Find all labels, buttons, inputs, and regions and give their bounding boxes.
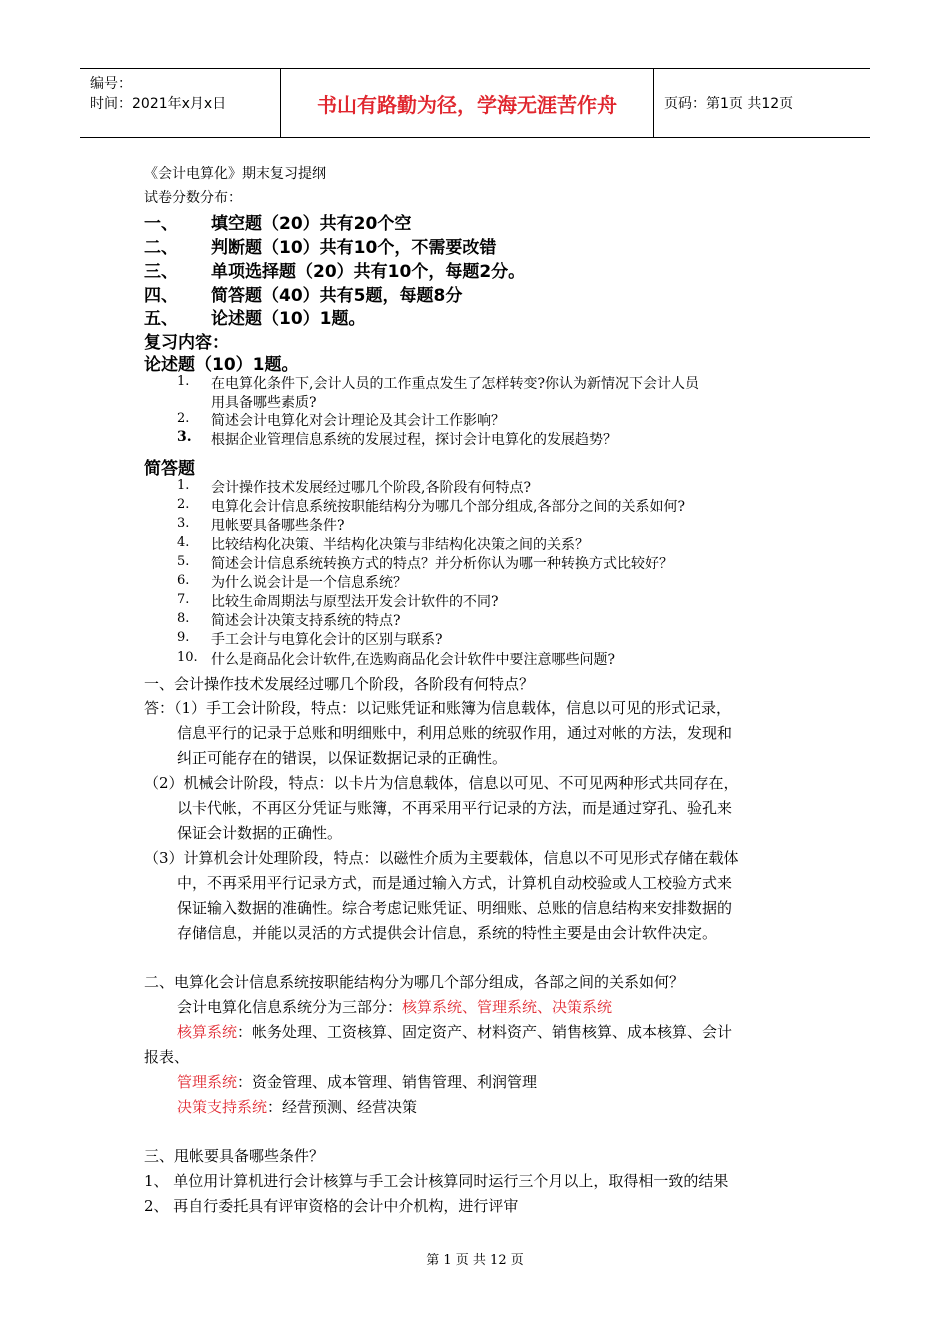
q3-title: 三、甩帐要具备哪些条件？ (144, 1147, 325, 1165)
short-num: 4. (177, 535, 190, 550)
q2-intro-systems: 核算系统、管理系统、决策系统 (402, 998, 613, 1016)
answer-line: （3）计算机会计处理阶段，特点：以磁性介质为主要载体，信息以不可见形式存储在载体 (144, 849, 739, 867)
q2-decision (177, 1096, 417, 1117)
section-num: 二、 (144, 238, 178, 258)
section-text: 填空题（20）共有20个空 (211, 214, 412, 234)
q2-management (177, 1071, 537, 1092)
motto: 书山有路勤为径，学海无涯苦作舟 (281, 69, 654, 137)
answer-line: 保证输入数据的准确性。综合考虑记账凭证、明细账、总账的信息结构来安排数据的 (177, 899, 733, 917)
distribution-label: 试卷分数分布： (144, 190, 242, 206)
short-text: 电算化会计信息系统按职能结构分为哪几个部分组成,各部分之间的关系如何? (211, 499, 685, 515)
section-num: 一、 (144, 214, 178, 234)
q3-item: 2、 再自行委托具有评审资格的会计中介机构，进行评审 (144, 1197, 519, 1215)
short-text: 会计操作技术发展经过哪几个阶段,各阶段有何特点? (211, 480, 531, 496)
answer-line: 保证会计数据的正确性。 (177, 824, 343, 842)
q2-accounting (177, 1021, 732, 1042)
short-num: 1. (177, 478, 190, 493)
essay-label: 论述题（10）1题。 (144, 355, 299, 375)
short-num: 5. (177, 554, 190, 569)
short-num: 10. (177, 650, 198, 665)
answer-line: （2）机械会计阶段，特点：以卡片为信息载体，信息以可见、不可见两种形式共同存在， (144, 774, 739, 792)
q2-intro-text: 会计电算化信息系统分为三部分： (177, 998, 403, 1016)
management-system-text: ：资金管理、成本管理、销售管理、利润管理 (237, 1073, 538, 1091)
section-num: 五、 (144, 309, 178, 329)
short-text: 简述会计信息系统转换方式的特点？并分析你认为哪一种转换方式比较好？ (211, 556, 673, 572)
answer-line: 以卡代帐，不再区分凭证与账簿，不再采用平行记录的方法，而是通过穿孔、验孔来 (177, 799, 733, 817)
short-text: 手工会计与电算化会计的区别与联系? (211, 632, 443, 648)
short-num: 9. (177, 630, 190, 645)
section-text: 单项选择题（20）共有10个，每题2分。 (211, 262, 526, 282)
accounting-system-label: 核算系统 (177, 1023, 238, 1041)
essay-text-cont: 用具备哪些素质? (211, 395, 317, 411)
page-header (80, 68, 870, 138)
short-num: 8. (177, 611, 190, 626)
section-text: 判断题（10）共有10个，不需要改错 (211, 238, 497, 258)
accounting-system-text: ：帐务处理、工资核算、固定资产、材料资产、销售核算、成本核算、会计 (237, 1023, 733, 1041)
date-label: 时间：2021年x月x日 (90, 96, 227, 112)
page-footer: 第 1 页 共 12 页 (426, 1253, 524, 1268)
short-num: 6. (177, 573, 190, 588)
answer-line: 信息平行的记录于总账和明细账中，利用总账的统驭作用，通过对帐的方法，发现和 (177, 724, 733, 742)
essay-num: 1. (177, 374, 190, 389)
answer-line: 存储信息，并能以灵活的方式提供会计信息，系统的特性主要是由会计软件决定。 (177, 924, 718, 942)
essay-num: 3. (177, 429, 192, 445)
essay-num: 2. (177, 411, 190, 426)
code-label: 编号： (90, 76, 132, 92)
short-text: 比较结构化决策、半结构化决策与非结构化决策之间的关系？ (211, 537, 589, 553)
header-meta-cell (80, 69, 281, 137)
section-num: 四、 (144, 286, 178, 306)
essay-text: 在电算化条件下,会计人员的工作重点发生了怎样转变?你认为新情况下会计人员 (211, 376, 699, 392)
short-num: 3. (177, 516, 190, 531)
q2-intro (177, 996, 612, 1017)
management-system-label: 管理系统 (177, 1073, 238, 1091)
short-num: 7. (177, 592, 190, 607)
q2-title: 二、电算化会计信息系统按职能结构分为哪几个部分组成，各部之间的关系如何？ (144, 973, 685, 991)
q3-item: 1、 单位用计算机进行会计核算与手工会计核算同时运行三个月以上，取得相一致的结果 (144, 1172, 729, 1190)
page-info: 页码：第1页 共12页 (664, 96, 794, 112)
short-text: 为什么说会计是一个信息系统？ (211, 575, 407, 591)
review-label: 复习内容： (144, 333, 229, 353)
decision-system-label: 决策支持系统 (177, 1098, 268, 1116)
decision-system-text: ：经营预测、经营决策 (267, 1098, 418, 1116)
answer-line: 中，不再采用平行记录方式，而是通过输入方式，计算机自动校验或人工校验方式来 (177, 874, 733, 892)
short-text: 简述会计决策支持系统的特点? (211, 613, 401, 629)
q1-title: 一、会计操作技术发展经过哪几个阶段，各阶段有何特点？ (144, 675, 535, 693)
answer-line: 纠正可能存在的错误，以保证数据记录的正确性。 (177, 749, 508, 767)
doc-title: 《会计电算化》期末复习提纲 (144, 166, 326, 182)
section-text: 论述题（10）1题。 (211, 309, 366, 329)
section-num: 三、 (144, 262, 178, 282)
essay-text: 简述会计电算化对会计理论及其会计工作影响？ (211, 413, 505, 429)
short-text: 比较生命周期法与原型法开发会计软件的不同? (211, 594, 499, 610)
short-num: 2. (177, 497, 190, 512)
short-text: 甩帐要具备哪些条件? (211, 518, 345, 534)
answer-line: 答：（1）手工会计阶段，特点：以记账凭证和账簿为信息载体，信息以可见的形式记录， (144, 699, 732, 717)
short-label: 简答题 (144, 459, 195, 479)
q2-accounting-cont: 报表、 (144, 1048, 190, 1066)
short-text: 什么是商品化会计软件,在选购商品化会计软件中要注意哪些问题? (211, 652, 615, 668)
essay-text: 根据企业管理信息系统的发展过程，探讨会计电算化的发展趋势？ (211, 432, 617, 448)
section-text: 简答题（40）共有5题，每题8分 (211, 286, 463, 306)
